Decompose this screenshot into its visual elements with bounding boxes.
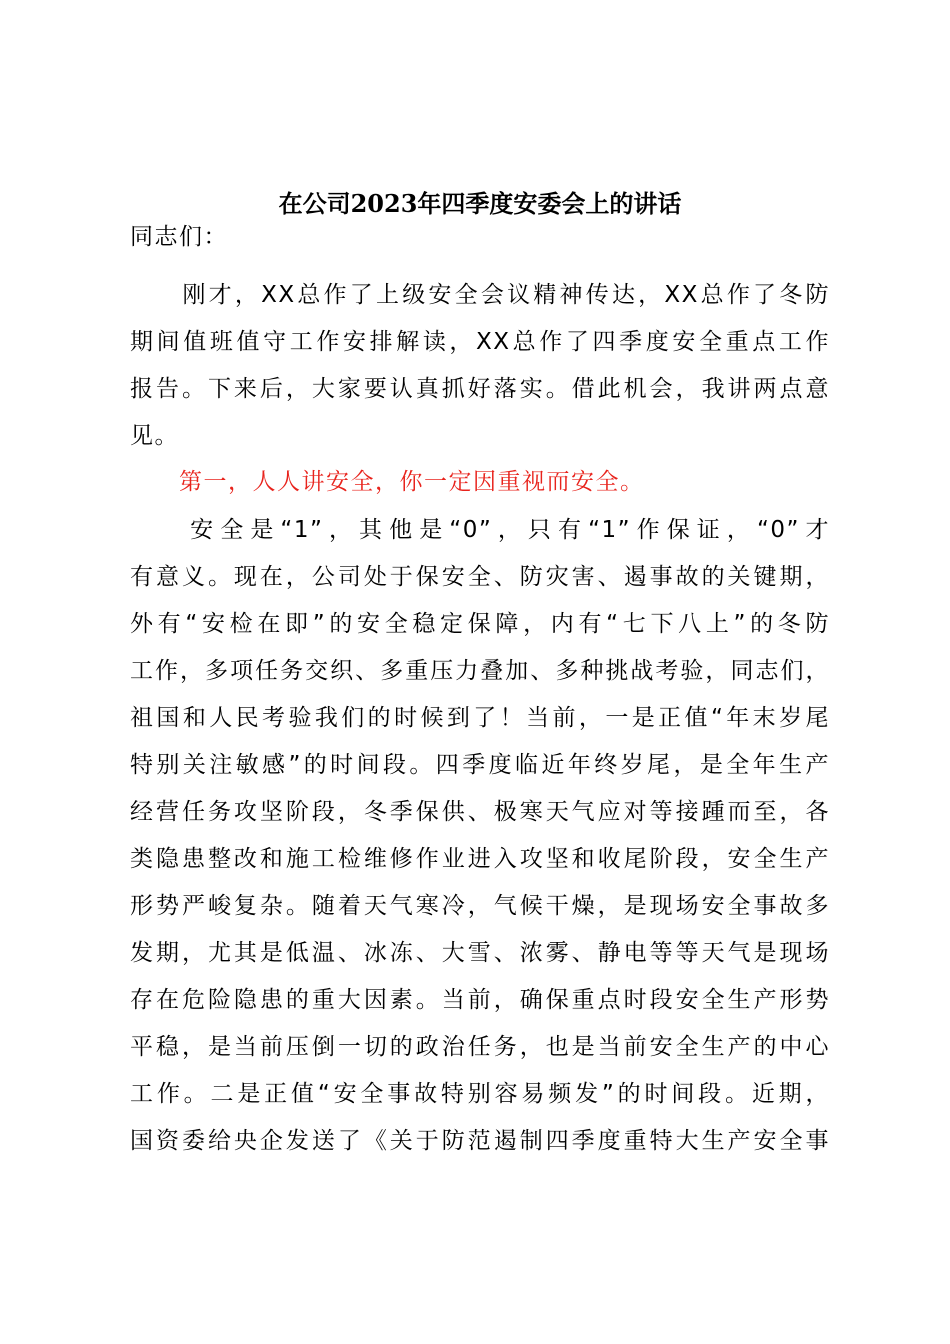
paragraph-line: 安全是“1”，其他是“0”，只有“1”作保证，“0”才 xyxy=(130,517,830,543)
paragraph-line: 期间值班值守工作安排解读，XX总作了四季度安全重点工作 xyxy=(130,329,830,355)
section-heading-1 xyxy=(130,459,830,506)
greeting xyxy=(130,214,830,261)
paragraph-line: 特别关注敏感”的时间段。四季度临近年终岁尾，是全年生产 xyxy=(130,752,830,778)
paragraph-line: 外有“安检在即”的安全稳定保障，内有“七下八上”的冬防 xyxy=(130,611,830,637)
paragraph-line: 类隐患整改和施工检维修作业进入攻坚和收尾阶段，安全生产 xyxy=(130,846,830,872)
paragraph-line: 平稳，是当前压倒一切的政治任务，也是当前安全生产的中心 xyxy=(130,1034,830,1060)
greeting-line: 同志们： xyxy=(130,224,228,250)
paragraph-line: 有意义。现在，公司处于保安全、防灾害、遏事故的关键期， xyxy=(130,564,830,590)
paragraph-line: 刚才，XX总作了上级安全会议精神传达，XX总作了冬防 xyxy=(130,282,830,308)
paragraph-1 xyxy=(130,272,830,460)
paragraph-line: 工作。二是正值“安全事故特别容易频发”的时间段。近期， xyxy=(130,1081,830,1107)
paragraph-line: 祖国和人民考验我们的时候到了！当前，一是正值“年末岁尾 xyxy=(130,705,830,731)
paragraph-line: 见。 xyxy=(130,423,179,449)
section-heading-line: 第一，人人讲安全，你一定因重视而安全。 xyxy=(130,469,645,495)
paragraph-line: 存在危险隐患的重大因素。当前，确保重点时段安全生产形势 xyxy=(130,987,830,1013)
paragraph-line: 工作，多项任务交织、多重压力叠加、多种挑战考验，同志们， xyxy=(130,658,830,684)
document-title: 在公司2023年四季度安委会上的讲话 xyxy=(278,189,682,218)
paragraph-line: 形势严峻复杂。随着天气寒冷，气候干燥，是现场安全事故多 xyxy=(130,893,830,919)
paragraph-line: 国资委给央企发送了《关于防范遏制四季度重特大生产安全事 xyxy=(130,1128,830,1154)
paragraph-line: 发期，尤其是低温、冰冻、大雪、浓雾、静电等等天气是现场 xyxy=(130,940,830,966)
paragraph-line: 经营任务攻坚阶段，冬季保供、极寒天气应对等接踵而至，各 xyxy=(130,799,830,825)
paragraph-line: 报告。下来后，大家要认真抓好落实。借此机会，我讲两点意 xyxy=(130,376,830,402)
paragraph-2 xyxy=(130,507,830,1165)
